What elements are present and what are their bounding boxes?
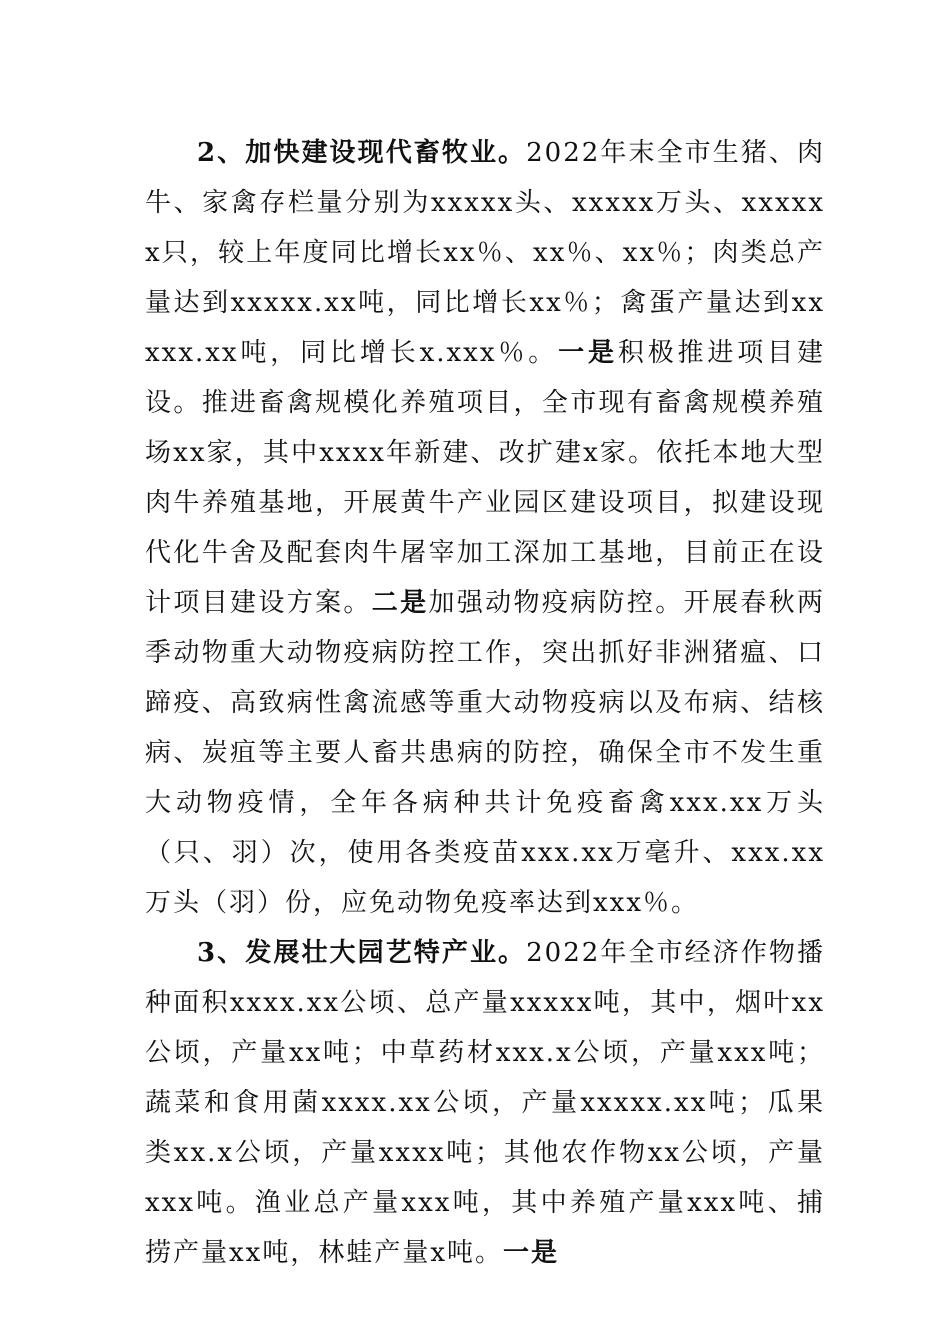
body-text: 积极推进项目建设。推进畜禽规模化养殖项目，全市现有畜禽规模养殖场xx家，其中xxxx年新建、改扩建x家。依托本地大型肉牛养殖基地，开展黄牛产业园区建设项目，拟建设现代化牛舍及配套肉牛屠宰加工深加工基地，目前正在设计项目建设方案。	[145, 338, 825, 618]
point-marker-second: 二是	[371, 588, 429, 618]
body-text: 2022年全市经济作物播种面积xxxx.xx公顷、总产量xxxxx吨，其中，烟叶xx公顷，产量xx吨；中草药材xxx.x公顷，产量xxx吨；蔬菜和食用菌xxxx.xx公顷，产量xxxxx.xx吨；瓜果类xx.x公顷，产量xxxx吨；其他农作物xx公顷，产量xxx吨。渔业总产量xxx吨，其中养殖产量xxx吨、捕捞产量xx吨，林蛙产量x吨。	[145, 938, 826, 1268]
section-heading-horticulture: 3、发展壮大园艺特产业。	[197, 938, 527, 968]
section-heading-livestock: 2、加快建设现代畜牧业。	[197, 138, 527, 168]
point-marker-first: 一是	[503, 1238, 560, 1268]
body-text: 2022年末全市生猪、肉牛、家禽存栏量分别为xxxxx头、xxxxx万头、xxxxxx只，较上年度同比增长xx％、xx％、xx％；肉类总产量达到xxxxx.xx吨，同比增长xx％；禽蛋产量达到xxxxx.xx吨，同比增长x.xxx％。	[145, 138, 826, 368]
paragraph-livestock	[145, 128, 825, 928]
body-text: 加强动物疫病防控。开展春秋两季动物重大动物疫病防控工作，突出抓好非洲猪瘟、口蹄疫、高致病性禽流感等重大动物疫病以及布病、结核病、炭疽等主要人畜共患病的防控，确保全市不发生重大动物疫情，全年各病种共计免疫畜禽xxx.xx万头（只、羽）次，使用各类疫苗xxx.xx万毫升、xxx.xx万头（羽）份，应免动物免疫率达到xxx％。	[145, 588, 825, 918]
point-marker-first: 一是	[558, 338, 618, 368]
document-body	[145, 128, 825, 1278]
paragraph-horticulture	[145, 928, 825, 1278]
